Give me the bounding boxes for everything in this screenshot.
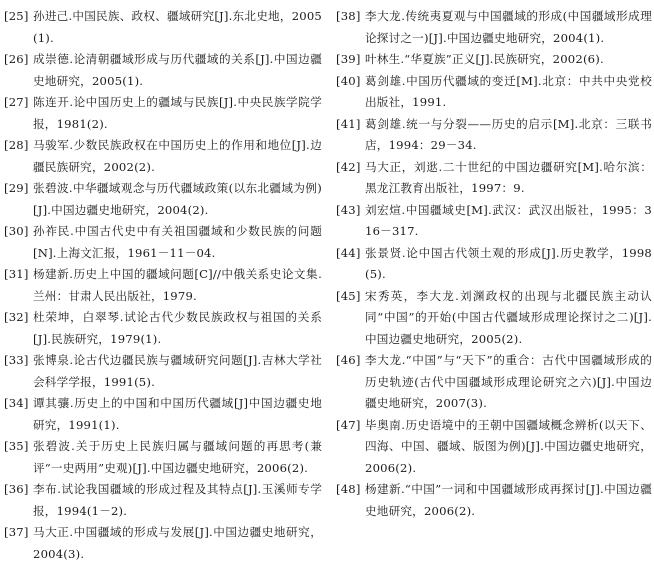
reference-entry [336,6,652,49]
reference-entry [4,393,322,436]
reference-entry [4,221,322,264]
reference-entry [336,243,652,286]
reference-number: [38] [336,9,361,23]
reference-list-right [336,6,652,522]
reference-text: 张碧波.关于历史上民族归属与疆域问题的再思考(兼评“一史两用”史观)[J].中国边疆史地研究，2006(2). [33,439,322,475]
reference-number: [34] [4,396,29,410]
reference-number: [46] [336,353,361,367]
reference-number: [42] [336,159,361,174]
reference-text: 孙进己.中国民族、政权、疆域研究[J].东北史地，2005(1). [33,9,322,45]
reference-number: [28] [4,138,29,152]
reference-entry [4,135,322,178]
reference-text: 马骏军.少数民族政权在中国历史上的作用和地位[J].边疆民族研究，2002(2). [33,138,322,174]
reference-number: [44] [336,245,361,260]
reference-entry [336,200,652,243]
reference-entry [4,264,322,307]
reference-number: [31] [4,267,29,281]
reference-number: [48] [336,482,361,496]
reference-entry [336,479,652,522]
reference-number: [35] [4,439,29,453]
reference-text: 葛剑雄.中国历代疆域的变迁[M].北京：中共中央党校出版社，1991. [365,73,652,109]
reference-text: 叶林生.“华夏族”正义[J].民族研究，2002(6). [365,52,604,66]
reference-text: 杨建新.历史上中国的疆域问题[C]//中俄关系史论文集.兰州：甘肃人民出版社，1979. [33,267,322,303]
reference-entry [4,436,322,479]
reference-entry [4,522,322,565]
reference-number: [33] [4,353,29,367]
reference-number: [41] [336,116,361,131]
reference-entry [336,71,652,114]
reference-number: [37] [4,525,29,539]
reference-text: 马大正，刘逖.二十世纪的中国边疆研究[M].哈尔滨：黑龙江教育出版社，1997：9. [365,159,652,195]
reference-number: [40] [336,73,361,88]
reference-text: 张博泉.论古代边疆民族与疆域研究问题[J].吉林大学社会科学学报，1991(5). [33,353,322,389]
reference-text: 李大龙.“中国”与“天下”的重合：古代中国疆域形成的历史轨迹(古代中国疆域形成理论研究之六)[J].中国边疆史地研究，2007(3). [365,353,652,410]
reference-number: [27] [4,95,29,109]
reference-number: [30] [4,224,29,238]
reference-entry [336,49,652,71]
reference-text: 张景贤.论中国古代领土观的形成[J].历史教学，1998(5). [365,245,652,281]
reference-entry [336,350,652,415]
reference-list-left [4,6,322,565]
reference-entry [336,415,652,480]
reference-number: [29] [4,181,29,195]
reference-text: 谭其骧.历史上的中国和中国历代疆域[J]中国边疆史地研究，1991(1). [33,396,322,432]
reference-number: [43] [336,202,361,217]
reference-entry [4,479,322,522]
reference-text: 陈连开.论中国历史上的疆域与民族[J].中央民族学院学报，1981(2). [33,95,322,131]
reference-text: 张碧波.中华疆域观念与历代疆域政策(以东北疆域为例)[J].中国边疆史地研究，2004(2). [33,181,322,217]
reference-entry [336,157,652,200]
reference-entry [336,286,652,351]
reference-text: 李大龙.传统夷夏观与中国疆域的形成(中国疆域形成理论探讨之一)[J].中国边疆史地研究，2004(1). [365,9,652,45]
reference-text: 杜荣坤，白翠琴.试论古代少数民族政权与祖国的关系[J].民族研究，1979(1). [33,310,322,346]
reference-number: [36] [4,482,29,496]
reference-text: 马大正.中国疆域的形成与发展[J].中国边疆史地研究，2004(3). [33,525,322,561]
reference-entry [4,6,322,49]
reference-entry [336,114,652,157]
reference-entry [4,49,322,92]
reference-text: 成崇德.论清朝疆域形成与历代疆域的关系[J].中国边疆史地研究，2005(1). [33,52,322,88]
reference-number: [25] [4,9,29,23]
reference-number: [32] [4,310,29,324]
reference-entry [4,307,322,350]
reference-text: 孙祚民.中国古代史中有关祖国疆域和少数民族的问题[N].上海文汇报，1961－11－04. [33,224,322,260]
reference-entry [4,92,322,135]
reference-number: [26] [4,52,29,66]
reference-text: 毕奥南.历史语境中的王朝中国疆域概念辨析(以天下、四海、中国、疆域、版图为例)[J].中国边疆史地研究，2006(2). [365,417,652,475]
reference-entry [4,350,322,393]
reference-text: 刘宏煊.中国疆域史[M].武汉：武汉出版社，1995：316－317. [365,202,652,238]
reference-text: 李布.试论我国疆域的形成过程及其特点[J].玉溪师专学报，1994(1－2). [33,482,322,518]
reference-number: [45] [336,288,361,303]
reference-text: 宋秀英，李大龙.刘渊政权的出现与北疆民族主动认同“中国”的开始(中国古代疆域形成理论探讨之二)[J].中国边疆史地研究，2005(2). [365,288,652,346]
reference-text: 杨建新.“中国”一词和中国疆域形成再探讨[J].中国边疆史地研究，2006(2). [365,482,652,518]
reference-number: [47] [336,417,361,432]
reference-entry [4,178,322,221]
reference-text: 葛剑雄.统一与分裂——历史的启示[M].北京：三联书店，1994：29－34. [365,116,652,152]
reference-number: [39] [336,52,361,66]
